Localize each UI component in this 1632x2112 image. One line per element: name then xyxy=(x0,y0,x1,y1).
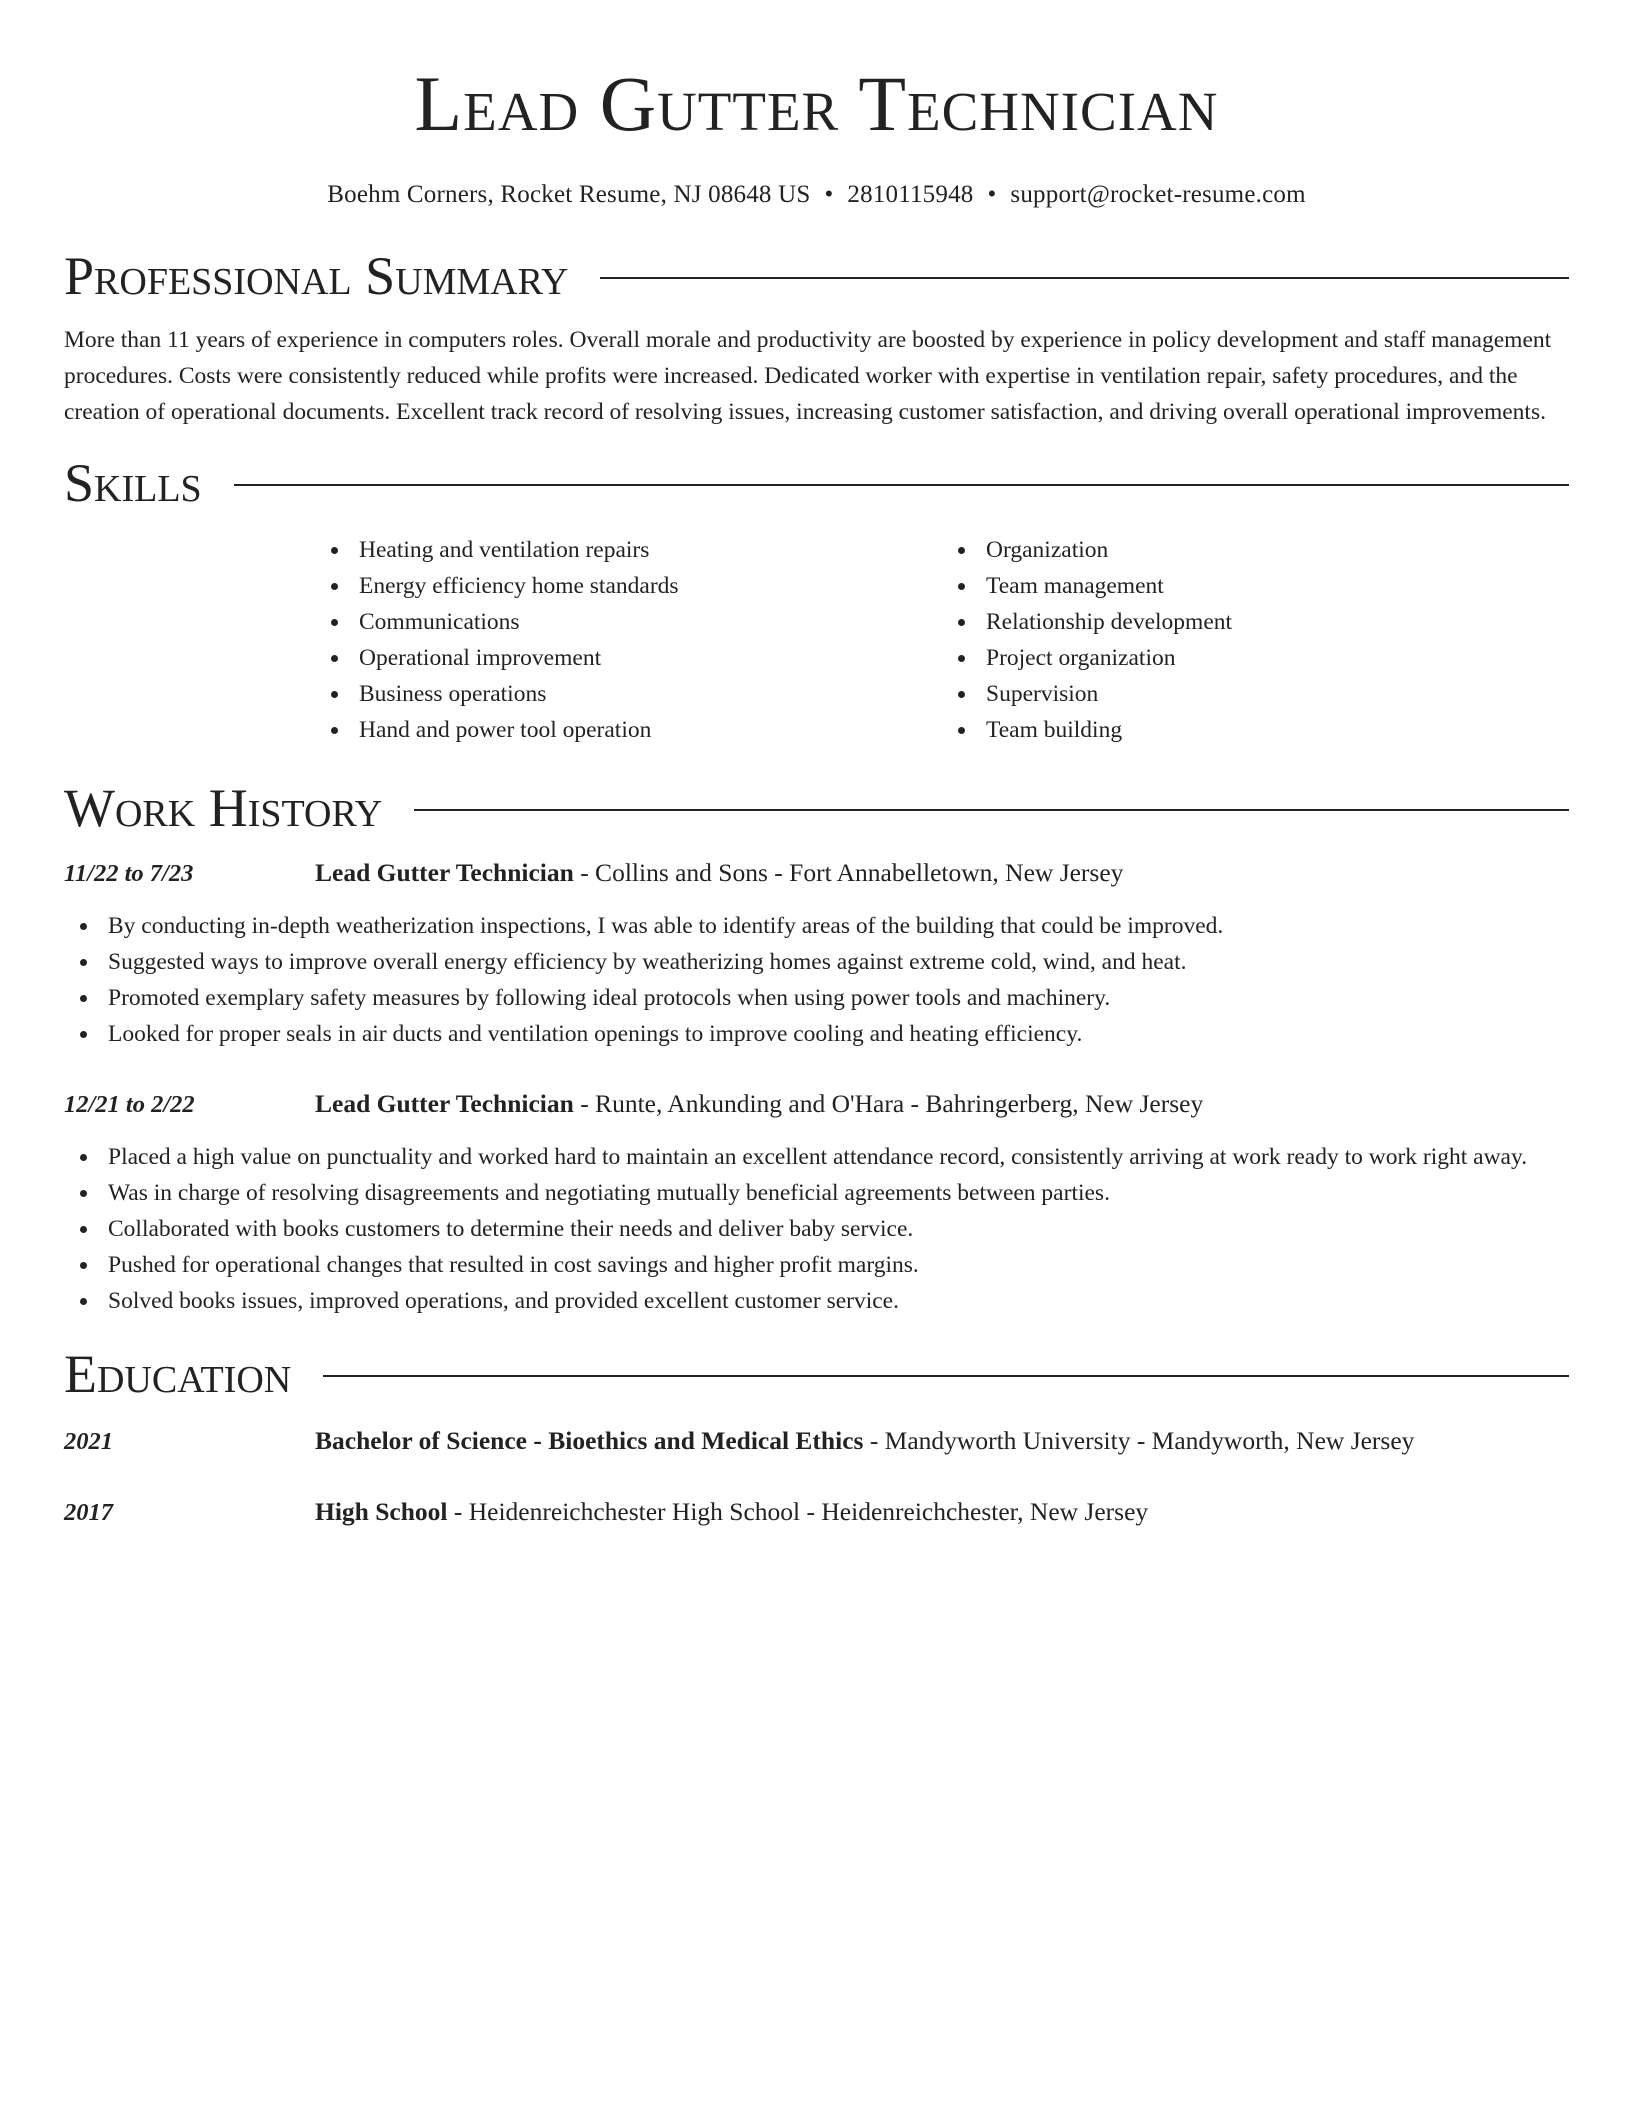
contact-address: Boehm Corners, Rocket Resume, NJ 08648 US xyxy=(327,181,811,208)
job-header xyxy=(64,1086,1569,1123)
education-year: 2021 xyxy=(64,1428,113,1455)
job-bullet: By conducting in-depth weatherization inspections, I was able to identify areas of the building that could be improved. xyxy=(108,908,1569,944)
summary-text: More than 11 years of experience in computers roles. Overall morale and productivity are boosted by experience in policy development and staff management procedures. Costs were consistently reduced while profits were increased. Dedicated worker with expertise in ventilation repair, safety procedures, and the creation of operational documents. Excellent track record of resolving issues, increasing customer satisfaction, and driving overall operational improvements. xyxy=(64,327,1552,425)
education-year: 2017 xyxy=(64,1499,113,1526)
summary-section-header xyxy=(64,243,1569,309)
work-section-title: Work History xyxy=(64,778,383,838)
skill-item: Energy efficiency home standards xyxy=(359,568,942,604)
job-bullet: Suggested ways to improve overall energy efficiency by weatherizing homes against extreme cold, wind, and heat. xyxy=(108,944,1569,980)
education-entry xyxy=(64,1423,1569,1460)
education-degree: Bachelor of Science - Bioethics and Medical Ethics xyxy=(315,1426,864,1455)
work-section-header xyxy=(64,775,1569,841)
skill-item: Business operations xyxy=(359,676,942,712)
job-bullet: Placed a high value on punctuality and worked hard to maintain an excellent attendance record, consistently arriving at work ready to work right away. xyxy=(108,1139,1569,1175)
education-line xyxy=(315,1494,1148,1530)
job-dates: 11/22 to 7/23 xyxy=(64,860,194,887)
job-bullets xyxy=(64,908,1569,1052)
education-section-header xyxy=(64,1341,1569,1407)
job-role: Lead Gutter Technician xyxy=(315,1089,574,1118)
job-entry xyxy=(64,855,1569,1052)
candidate-name: Lead Gutter Technician xyxy=(414,60,1219,147)
job-dates: 12/21 to 2/22 xyxy=(64,1091,195,1118)
contact-separator: • xyxy=(987,181,997,208)
education-school-location: - Heidenreichchester High School - Heidenreichchester, New Jersey xyxy=(447,1497,1149,1526)
education-school-location: - Mandyworth University - Mandyworth, New Jersey xyxy=(863,1426,1415,1455)
skills-section-title: Skills xyxy=(64,453,202,513)
skill-item: Organization xyxy=(986,532,1569,568)
job-bullet: Collaborated with books customers to determine their needs and deliver baby service. xyxy=(108,1211,1569,1247)
skills-column-left xyxy=(315,532,942,748)
contact-separator: • xyxy=(824,181,834,208)
section-divider xyxy=(323,1375,1569,1377)
job-title-line xyxy=(315,1086,1203,1122)
education-entry xyxy=(64,1494,1569,1531)
job-entry xyxy=(64,1086,1569,1319)
education-degree: High School xyxy=(315,1497,448,1526)
job-title-line xyxy=(315,855,1123,891)
skill-item: Operational improvement xyxy=(359,640,942,676)
skill-item: Project organization xyxy=(986,640,1569,676)
contact-line xyxy=(64,178,1569,212)
skills-section-header xyxy=(64,450,1569,516)
skill-item: Relationship development xyxy=(986,604,1569,640)
contact-phone: 2810115948 xyxy=(847,181,974,208)
job-header xyxy=(64,855,1569,892)
skills-column-right xyxy=(942,532,1569,748)
summary-section-title: Professional Summary xyxy=(64,246,569,306)
skill-item: Heating and ventilation repairs xyxy=(359,532,942,568)
section-divider xyxy=(234,484,1569,486)
job-employer-location: - Runte, Ankunding and O'Hara - Bahringerberg, New Jersey xyxy=(573,1089,1204,1118)
skill-item: Team building xyxy=(986,712,1569,748)
job-role: Lead Gutter Technician xyxy=(315,858,574,887)
resume-page xyxy=(64,0,1569,1531)
education-line xyxy=(315,1423,1414,1459)
skill-item: Team management xyxy=(986,568,1569,604)
skill-item: Communications xyxy=(359,604,942,640)
skills-list xyxy=(315,532,1569,748)
section-divider xyxy=(600,277,1569,279)
section-divider xyxy=(414,809,1569,811)
job-bullet: Solved books issues, improved operations, and provided excellent customer service. xyxy=(108,1283,1569,1319)
skill-item: Hand and power tool operation xyxy=(359,712,942,748)
skill-item: Supervision xyxy=(986,676,1569,712)
job-bullets xyxy=(64,1139,1569,1319)
job-bullet: Looked for proper seals in air ducts and ventilation openings to improve cooling and heating efficiency. xyxy=(108,1016,1569,1052)
job-bullet: Was in charge of resolving disagreements and negotiating mutually beneficial agreements between parties. xyxy=(108,1175,1569,1211)
job-bullet: Promoted exemplary safety measures by following ideal protocols when using power tools and machinery. xyxy=(108,980,1569,1016)
contact-email: support@rocket-resume.com xyxy=(1010,181,1306,208)
education-section-title: Education xyxy=(64,1344,292,1404)
job-employer-location: - Collins and Sons - Fort Annabelletown, New Jersey xyxy=(573,858,1124,887)
job-bullet: Pushed for operational changes that resulted in cost savings and higher profit margins. xyxy=(108,1247,1569,1283)
